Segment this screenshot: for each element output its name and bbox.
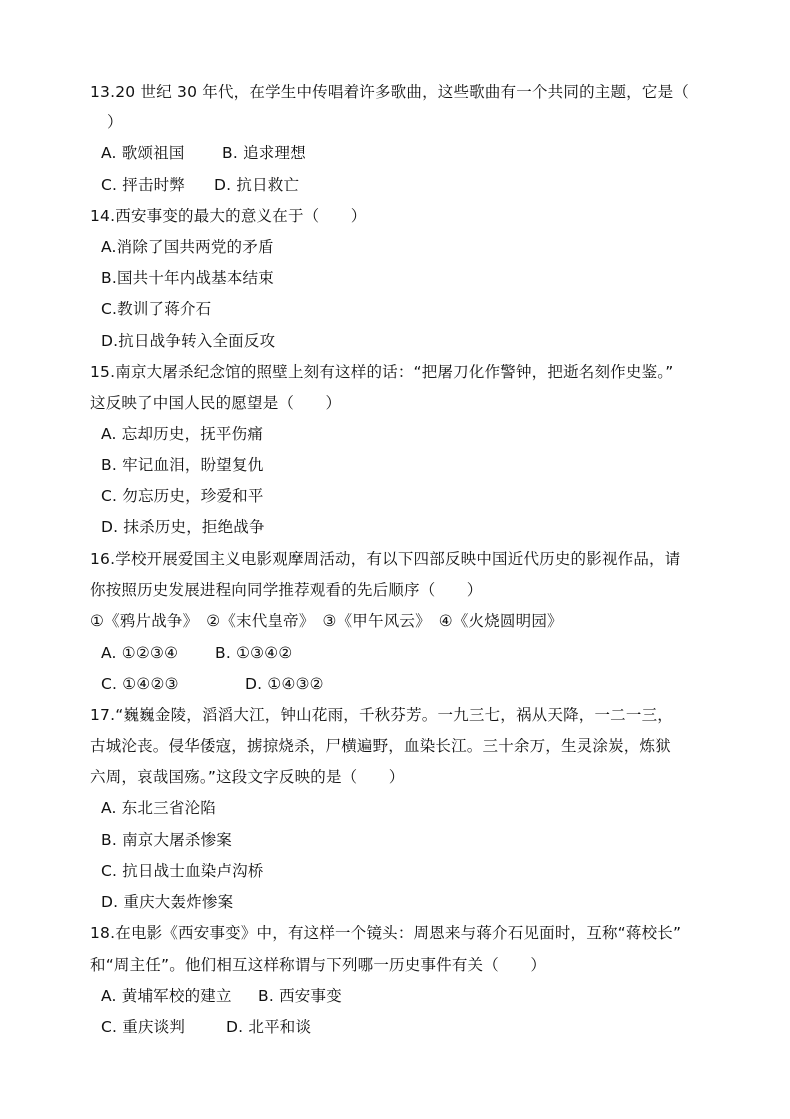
q13-option-row-1 — [101, 143, 711, 163]
q13-option-d: D. 抗日救亡 — [214, 176, 300, 194]
q16-option-d: D. ①④③② — [245, 675, 324, 693]
q18-option-row-2 — [101, 1017, 711, 1037]
q15-stem-line-1: 15.南京大屠杀纪念馆的照壁上刻有这样的话：“把屠刀化作警钟，把逝名刻作史鉴。” — [90, 363, 674, 381]
q15-option-d: D. 抹杀历史，拒绝战争 — [101, 518, 265, 536]
q16-stem-line-2: 你按照历史发展进程向同学推荐观看的先后顺序（ ） — [90, 581, 483, 599]
q13-option-b: B. 追求理想 — [222, 144, 306, 162]
q16-stem-line-1: 16.学校开展爱国主义电影观摩周活动，有以下四部反映中国近代历史的影视作品，请 — [90, 550, 681, 568]
q17-option-b: B. 南京大屠杀惨案 — [101, 831, 232, 849]
q14-option-c: C.教训了蒋介石 — [101, 300, 212, 318]
q18-option-b: B. 西安事变 — [258, 987, 342, 1005]
q15-option-a: A. 忘却历史，抚平伤痛 — [101, 425, 264, 443]
q16-option-row-2 — [101, 674, 711, 694]
q14-option-d: D.抗日战争转入全面反攻 — [101, 332, 276, 350]
q17-stem-line-1: 17.“巍巍金陵，滔滔大江，钟山花雨，千秋芬芳。一九三七，祸从天降，一二一三， — [90, 706, 673, 724]
q14-stem: 14.西安事变的最大的意义在于（ ） — [90, 207, 367, 225]
q17-option-c: C. 抗日战士血染卢沟桥 — [101, 862, 264, 880]
q18-option-a: A. 黄埔军校的建立 — [101, 987, 232, 1005]
q16-option-c: C. ①④②③ — [101, 675, 179, 693]
q13-stem-line-2: ） — [107, 113, 123, 131]
q17-stem-line-2: 古城沦丧。侵华倭寇，掳掠烧杀，尸横遍野，血染长江。三十余万，生灵涂炭，炼狱 — [90, 737, 671, 755]
q13-stem-line-1: 13.20 世纪 30 年代，在学生中传唱着许多歌曲，这些歌曲有一个共同的主题，它是（ — [90, 83, 689, 101]
q18-option-c: C. 重庆谈判 — [101, 1018, 186, 1036]
q18-stem-line-1: 18.在电影《西安事变》中，有这样一个镜头：周恩来与蒋介石见面时，互称“蒋校长” — [90, 924, 682, 942]
q17-option-a: A. 东北三省沦陷 — [101, 799, 216, 817]
q16-option-row-1 — [101, 643, 711, 663]
q13-option-a: A. 歌颂祖国 — [101, 144, 185, 162]
q16-option-a: A. ①②③④ — [101, 644, 179, 662]
q18-option-d: D. 北平和谈 — [226, 1018, 312, 1036]
q14-option-b: B.国共十年内战基本结束 — [101, 269, 274, 287]
q18-option-row-1 — [101, 986, 711, 1006]
q15-stem-line-2: 这反映了中国人民的愿望是（ ） — [90, 394, 342, 412]
q14-option-a: A.消除了国共两党的矛盾 — [101, 238, 274, 256]
q16-film-list: ①《鸦片战争》 ②《末代皇帝》 ③《甲午风云》 ④《火烧圆明园》 — [90, 612, 563, 630]
q16-option-b: B. ①③④② — [215, 644, 293, 662]
q15-option-c: C. 勿忘历史，珍爱和平 — [101, 487, 264, 505]
q17-option-d: D. 重庆大轰炸惨案 — [101, 893, 234, 911]
q15-option-b: B. 牢记血泪，盼望复仇 — [101, 456, 264, 474]
q13-option-row-2 — [101, 175, 711, 195]
q18-stem-line-2: 和“周主任”。他们相互这样称谓与下列哪一历史事件有关（ ） — [90, 956, 547, 974]
q17-stem-line-3: 六周，哀哉国殇。”这段文字反映的是（ ） — [90, 768, 405, 786]
q13-option-c: C. 抨击时弊 — [101, 176, 186, 194]
